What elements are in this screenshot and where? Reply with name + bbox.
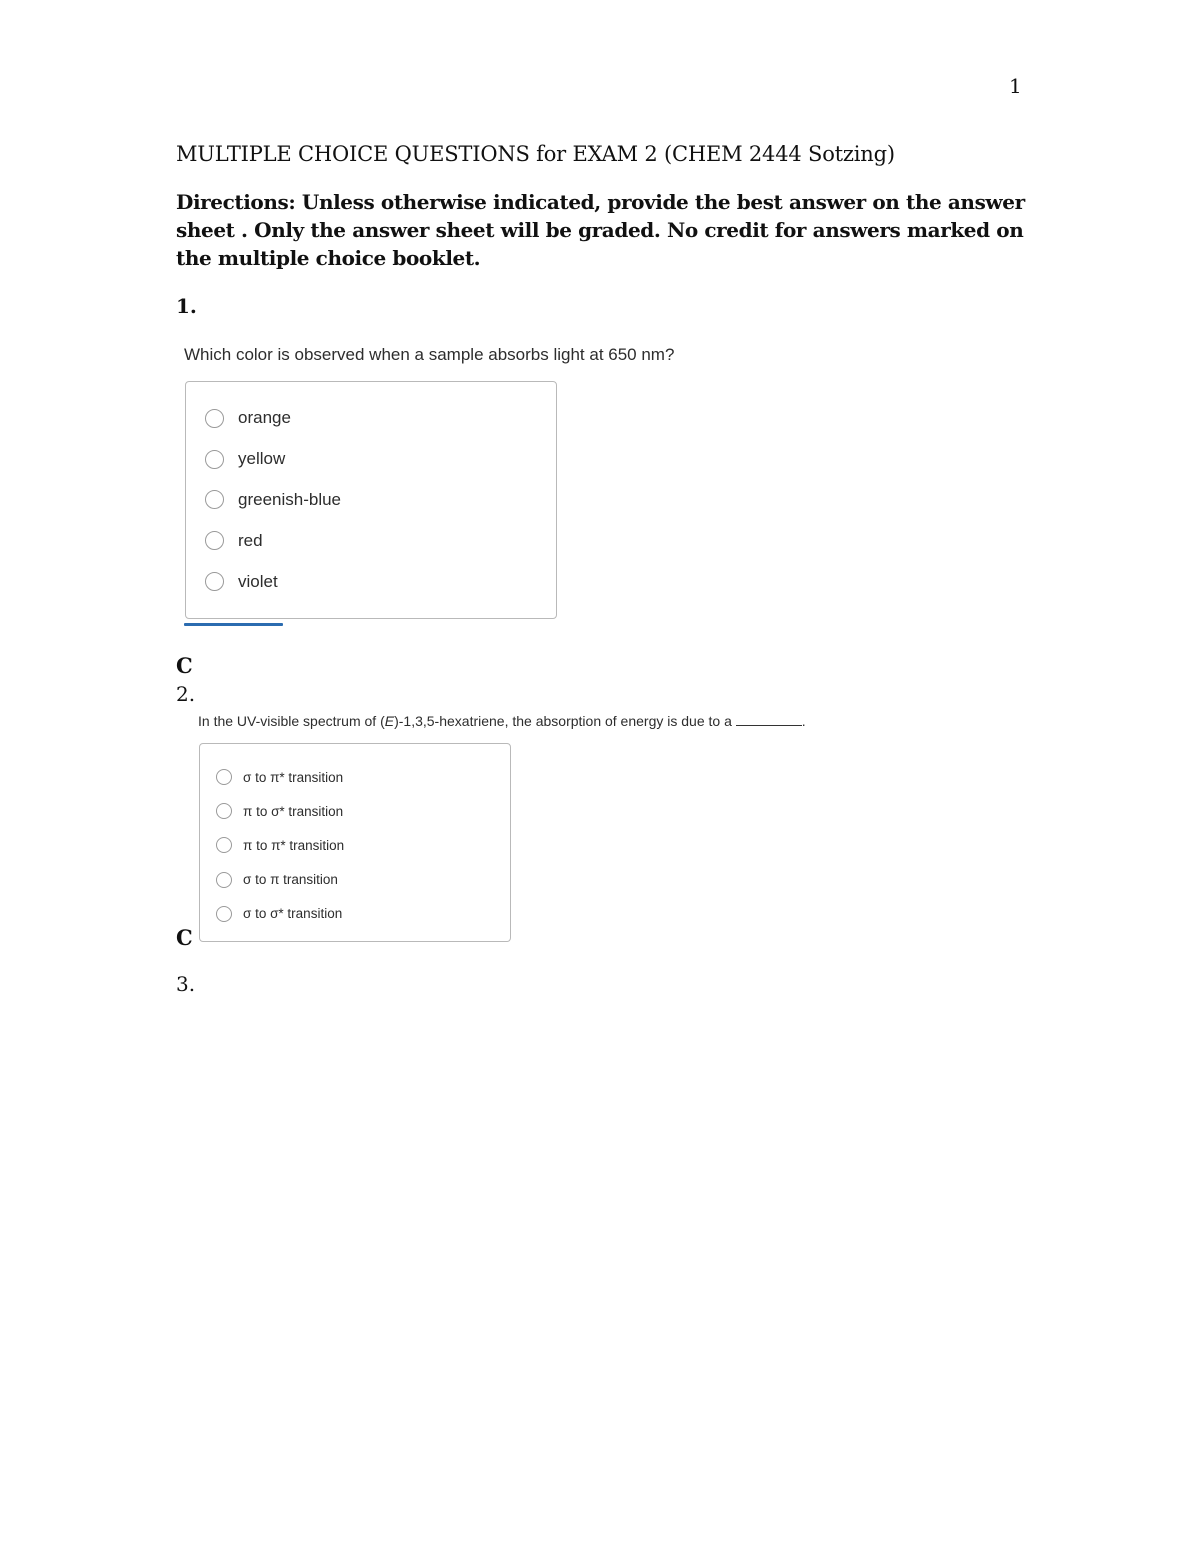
question-1-option[interactable]: [186, 520, 556, 561]
question-2-option[interactable]: [200, 794, 510, 828]
selection-underline: [184, 623, 283, 626]
question-1-option[interactable]: [186, 439, 556, 480]
radio-button-icon[interactable]: [216, 769, 232, 785]
radio-button-icon[interactable]: [205, 409, 224, 428]
radio-button-icon[interactable]: [216, 872, 232, 888]
question-1-choices: [185, 381, 557, 619]
question-2-option[interactable]: [200, 897, 510, 931]
option-label: σ to π transition: [243, 872, 338, 888]
option-label: red: [238, 530, 263, 550]
radio-button-icon[interactable]: [205, 572, 224, 591]
question-2-option[interactable]: [200, 863, 510, 897]
page-number: 1: [1009, 74, 1022, 98]
radio-button-icon[interactable]: [216, 837, 232, 853]
stem-text-after: )-1,3,5-hexatriene, the absorption of energy is due to a: [394, 713, 732, 729]
document-title: MULTIPLE CHOICE QUESTIONS for EXAM 2 (CHEM 2444 Sotzing): [176, 142, 895, 166]
question-2-option[interactable]: [200, 828, 510, 862]
option-label: π to π* transition: [243, 837, 345, 853]
answer-blank: [736, 713, 802, 726]
radio-button-icon[interactable]: [205, 450, 224, 469]
radio-button-icon[interactable]: [205, 531, 224, 550]
option-label: yellow: [238, 449, 286, 469]
stem-text-before: In the UV-visible spectrum of (: [198, 713, 385, 729]
option-label: violet: [238, 571, 278, 591]
radio-button-icon[interactable]: [216, 803, 232, 819]
option-label: π to σ* transition: [243, 803, 344, 819]
stem-text-end: .: [801, 713, 806, 729]
radio-button-icon[interactable]: [205, 490, 224, 509]
option-label: greenish-blue: [238, 489, 342, 509]
question-1-option[interactable]: [186, 561, 556, 602]
question-1-option[interactable]: [186, 398, 556, 439]
radio-button-icon[interactable]: [216, 906, 232, 922]
stem-italic-e: E: [384, 713, 395, 729]
question-2-stem: [198, 713, 806, 729]
question-1-number: 1.: [176, 294, 197, 318]
directions-text: Directions: Unless otherwise indicated, provide the best answer on the answer sheet . Only the answer sheet will be graded. No credit for answers marked on the multiple choice booklet.: [176, 190, 1025, 270]
question-2-option[interactable]: [200, 760, 510, 794]
question-1-answer: C: [176, 653, 193, 678]
question-2-number: 2.: [176, 682, 196, 706]
question-1-stem: Which color is observed when a sample absorbs light at 650 nm?: [184, 345, 675, 364]
option-label: σ to π* transition: [243, 769, 344, 785]
option-label: σ to σ* transition: [243, 906, 343, 922]
question-3-number: 3.: [176, 972, 196, 996]
question-1-option[interactable]: [186, 480, 556, 521]
question-2-answer: C: [176, 925, 193, 950]
option-label: orange: [238, 408, 291, 428]
question-2-choices: [199, 743, 511, 942]
